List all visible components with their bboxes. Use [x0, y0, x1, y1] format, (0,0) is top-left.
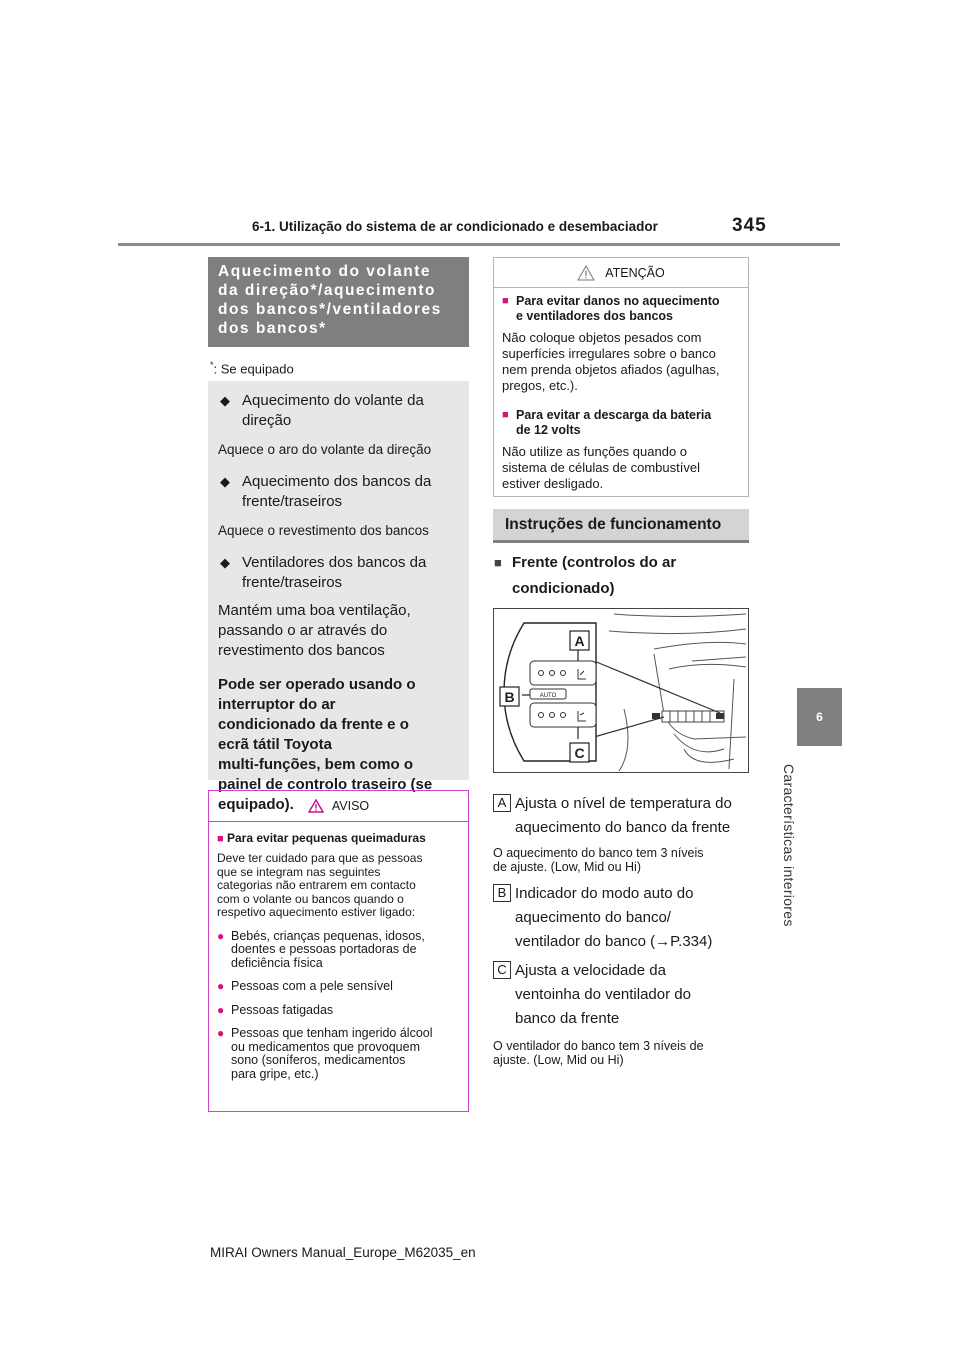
- auto-button-label: AUTO: [539, 693, 557, 699]
- warning-text: Deve ter cuidado para que as pessoas que se integram nas seguintes categorias não entrarem em contacto com o volante ou bancos quando o respetivo aquecimento estiver ligado:: [217, 851, 423, 919]
- caution-label: ATENÇÃO: [605, 265, 665, 280]
- diamond-bullet-icon: ◆: [220, 474, 230, 489]
- legend-text: Ajusta o nível de temperatura do aquecimento do banco da frente: [515, 795, 732, 836]
- seat-controls-illustration: [494, 609, 748, 772]
- footnote: [210, 360, 294, 376]
- legend-text: Ajusta a velocidade da ventoinha do ventilador do banco da frente: [515, 962, 691, 1027]
- caution-header: [494, 258, 748, 288]
- footer: MIRAI Owners Manual_Europe_M62035_en: [210, 1245, 476, 1260]
- caution-box: [493, 257, 749, 497]
- warning-item-text: Bebés, crianças pequenas, idosos, doentes e pessoas portadoras de deficiência física: [231, 928, 425, 970]
- warning-list-item: [217, 980, 460, 994]
- warning-list-item: [217, 1027, 460, 1081]
- legend-item: [493, 792, 753, 840]
- legend-text: Indicador do modo auto do aquecimento do banco/ ventilador do banco (→P.334): [515, 885, 713, 950]
- legend-c: [493, 959, 753, 1067]
- feature-item: [218, 472, 459, 512]
- dot-bullet-icon: ●: [217, 928, 225, 943]
- page-number: 345: [732, 215, 767, 236]
- front-heading: [494, 550, 744, 602]
- warning-item-text: Pessoas que tenham ingerido álcool ou medicamentos que provoquem sono (soníferos, medicamentos para gripe, etc.): [231, 1026, 433, 1081]
- caution-subtitle-text: Para evitar a descarga da bateria de 12 volts: [516, 408, 712, 437]
- chapter-tab: 6: [797, 688, 842, 746]
- callout-a: A: [574, 633, 585, 649]
- warning-header: [209, 791, 468, 822]
- legend-letter: A: [493, 794, 511, 812]
- feature-item: [218, 391, 459, 431]
- caution-subtitle: [502, 408, 740, 438]
- legend-item: [493, 882, 753, 954]
- caution-icon: [577, 265, 595, 281]
- feature-title: Aquecimento dos bancos da frente/traseiros: [242, 473, 432, 510]
- caution-subtitle: [502, 294, 740, 324]
- legend-note: O ventilador do banco tem 3 níveis de ajuste. (Low, Mid ou Hi): [493, 1039, 704, 1067]
- chapter-title: Características interiores: [781, 763, 797, 927]
- footnote-text: : Se equipado: [213, 361, 294, 377]
- warning-list-item: [217, 1004, 460, 1018]
- square-bullet-icon: ■: [502, 409, 509, 421]
- feature-item: [218, 553, 459, 593]
- section-title: Aquecimento do volante da direção*/aquecimento dos bancos*/ventiladores dos bancos*: [208, 257, 469, 347]
- dot-bullet-icon: ●: [217, 1026, 225, 1040]
- callout-b: B: [504, 689, 515, 705]
- warning-list-item: [217, 930, 460, 971]
- dot-bullet-icon: ●: [217, 979, 225, 993]
- warning-subtitle: [217, 831, 460, 847]
- legend-note: O aquecimento do banco tem 3 níveis de ajuste. (Low, Mid ou Hi): [493, 846, 704, 874]
- caution-text: Não coloque objetos pesados com superfícies irregulares sobre o banco nem prenda objetos afiados (agulhas, pregos, etc.).: [502, 330, 720, 393]
- caution-subtitle-text: Para evitar danos no aquecimento e ventiladores dos bancos: [516, 294, 720, 323]
- legend-item: [493, 959, 753, 1031]
- control-panel-figure: [493, 608, 749, 773]
- callout-c: C: [574, 745, 585, 761]
- square-bullet-icon: ■: [502, 295, 509, 307]
- feature-desc: Mantém uma boa ventilação, passando o ar através do revestimento dos bancos: [218, 602, 411, 659]
- footnote-mark: *: [210, 360, 214, 370]
- warning-subtitle-text: Para evitar pequenas queimaduras: [227, 831, 426, 845]
- header-rule: [118, 243, 840, 246]
- diamond-bullet-icon: ◆: [220, 393, 230, 408]
- square-bullet-icon: ■: [494, 555, 502, 570]
- front-heading-text: Frente (controlos do ar condicionado): [512, 554, 677, 597]
- dot-bullet-icon: ●: [217, 1002, 225, 1017]
- running-header: 6-1. Utilização do sistema de ar condicionado e desembaciador: [252, 219, 658, 234]
- instructions-title: Instruções de funcionamento: [493, 509, 749, 543]
- warning-icon: [308, 799, 324, 813]
- feature-title: Aquecimento do volante da direção: [242, 392, 424, 429]
- square-bullet-icon: ■: [217, 833, 224, 845]
- warning-item-text: Pessoas com a pele sensível: [231, 979, 393, 993]
- warning-label: AVISO: [331, 799, 370, 813]
- warning-item-text: Pessoas fatigadas: [231, 1002, 334, 1017]
- feature-note: Pode ser operado usando o interruptor do ar condicionado da frente e o ecrã tátil Toyota multi-funções, bem como o painel de controlo traseiro (se equipado).: [218, 676, 433, 813]
- legend-letter: B: [493, 884, 511, 902]
- feature-desc: Aquece o aro do volante da direção: [218, 442, 432, 457]
- caution-text: Não utilize as funções quando o sistema de células de combustível estiver desligado.: [502, 444, 700, 491]
- legend-letter: C: [493, 961, 511, 979]
- legend-a: [493, 792, 753, 874]
- feature-title: Ventiladores dos bancos da frente/traseiros: [242, 554, 427, 591]
- diamond-bullet-icon: ◆: [220, 555, 230, 570]
- legend-b: [493, 882, 753, 954]
- feature-desc: Aquece o revestimento dos bancos: [218, 523, 429, 538]
- warning-box: [208, 790, 469, 1112]
